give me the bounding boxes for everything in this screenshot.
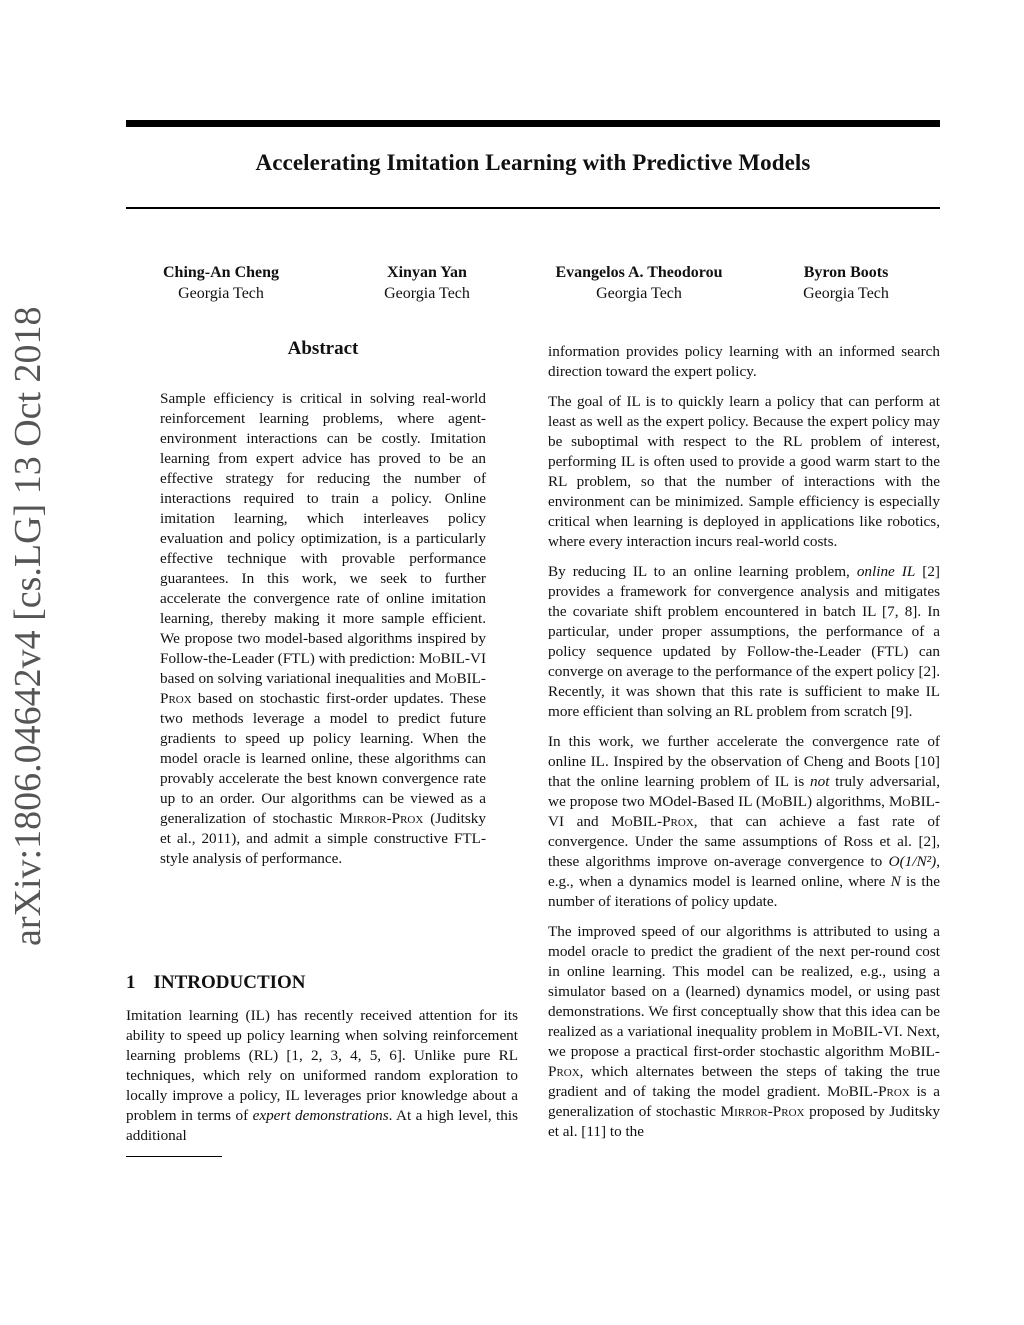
- title-top-rule: [126, 120, 940, 127]
- paragraph: In this work, we further accelerate the convergence rate of online IL. Inspired by the observation of Cheng and Boots [10] that the online learning problem of IL is not truly adversarial, we propose two MOdel-Based IL (MoBIL) algorithms, MoBIL-VI and MoBIL-Prox, that can achieve a fast rate of convergence. Under the same assumptions of Ross et al. [2], these algorithms improve on-average convergence to O(1/N²), e.g., when a dynamics model is learned online, where N is the number of iterations of policy update.: [548, 733, 940, 910]
- author-4: [766, 262, 926, 304]
- author-name: Byron Boots: [803, 264, 889, 281]
- author-affiliation: Georgia Tech: [803, 285, 889, 302]
- title-bottom-rule: [126, 207, 940, 209]
- author-affiliation: Georgia Tech: [596, 285, 682, 302]
- paragraph: The improved speed of our algorithms is attributed to using a model oracle to predict the gradient of the next per-round cost in online learning. This model can be realized, e.g., using a simulator based on a (learned) dynamics model, or using past demonstrations. We first conceptually show that this idea can be realized as a variational inequality problem in MoBIL-VI. Next, we propose a practical first-order stochastic algorithm MoBIL-Prox, which alternates between the steps of taking the true gradient and of taking the model gradient. MoBIL-Prox is a generalization of stochastic Mirror-Prox proposed by Juditsky et al. [11] to the: [548, 923, 941, 1140]
- intro-paragraph: Imitation learning (IL) has recently received attention for its ability to speed up policy learning when solving reinforcement learning problems (RL) [1, 2, 3, 4, 5, 6]. Unlike pure RL techniques, which rely on uniformed random exploration to locally improve a policy, IL leverages prior knowledge about a problem in terms of expert demonstrations. At a high level, this additional: [126, 1007, 519, 1144]
- paragraph: The goal of IL is to quickly learn a policy that can perform at least as well as the expert policy. Because the expert policy may be suboptimal with respect to the RL problem of interest, performing IL is often used to provide a good warm start to the RL problem, so that the number of interactions with the environment can be minimized. Sample efficiency is especially critical when learning is deployed in applications like robotics, where every interaction incurs real-world costs.: [548, 393, 940, 550]
- abstract-heading: Abstract: [287, 338, 359, 359]
- paper-title: Accelerating Imitation Learning with Predictive Models: [255, 150, 811, 175]
- author-name: Ching-An Cheng: [162, 264, 280, 281]
- author-name: Xinyan Yan: [387, 264, 467, 281]
- author-3: [526, 262, 752, 304]
- author-affiliation: Georgia Tech: [178, 285, 264, 302]
- author-1: [126, 262, 316, 304]
- right-column: [548, 342, 940, 1152]
- paragraph: By reducing IL to an online learning problem, online IL [2] provides a framework for convergence analysis and mitigates the covariate shift problem encountered in batch IL [7, 8]. In particular, under proper assumptions, the performance of a policy sequence updated by Follow-the-Leader (FTL) can converge on average to the performance of the expert policy [2]. Recently, it was shown that this rate is sufficient to make IL more efficient than solving an RL problem from scratch [9].: [548, 563, 940, 720]
- arxiv-identifier: arXiv:1806.04642v4 [cs.LG] 13 Oct 2018: [7, 306, 49, 946]
- section-heading: 1 INTRODUCTION: [126, 972, 306, 993]
- author-name: Evangelos A. Theodorou: [555, 264, 723, 281]
- author-block: [126, 262, 940, 312]
- author-affiliation: Georgia Tech: [384, 285, 470, 302]
- abstract-text: Sample efficiency is critical in solving real-world reinforcement learning problems, where agent-environment interactions can be costly. Imitation learning from expert advice has proved to be an effective strategy for reducing the number of interactions required to train a policy. Online imitation learning, which interleaves policy evaluation and policy optimization, is a particularly effective technique with provable performance guarantees. In this work, we seek to further accelerate the convergence rate of online imitation learning, thereby making it more sample efficient. We propose two model-based algorithms inspired by Follow-the-Leader (FTL) with prediction: MoBIL-VI based on solving variational inequalities and MoBIL-Prox based on stochastic first-order updates. These two methods leverage a model to predict future gradients to speed up policy learning. When the model oracle is learned online, these algorithms can provably accelerate the best known convergence rate up to an order. Our algorithms can be viewed as a generalization of stochastic Mirror-Prox (Juditsky et al., 2011), and admit a simple constructive FTL-style analysis of performance.: [160, 390, 486, 867]
- footnote-rule: [126, 1156, 222, 1157]
- paragraph: information provides policy learning with an informed search direction toward the expert policy.: [548, 343, 940, 380]
- author-2: [336, 262, 518, 304]
